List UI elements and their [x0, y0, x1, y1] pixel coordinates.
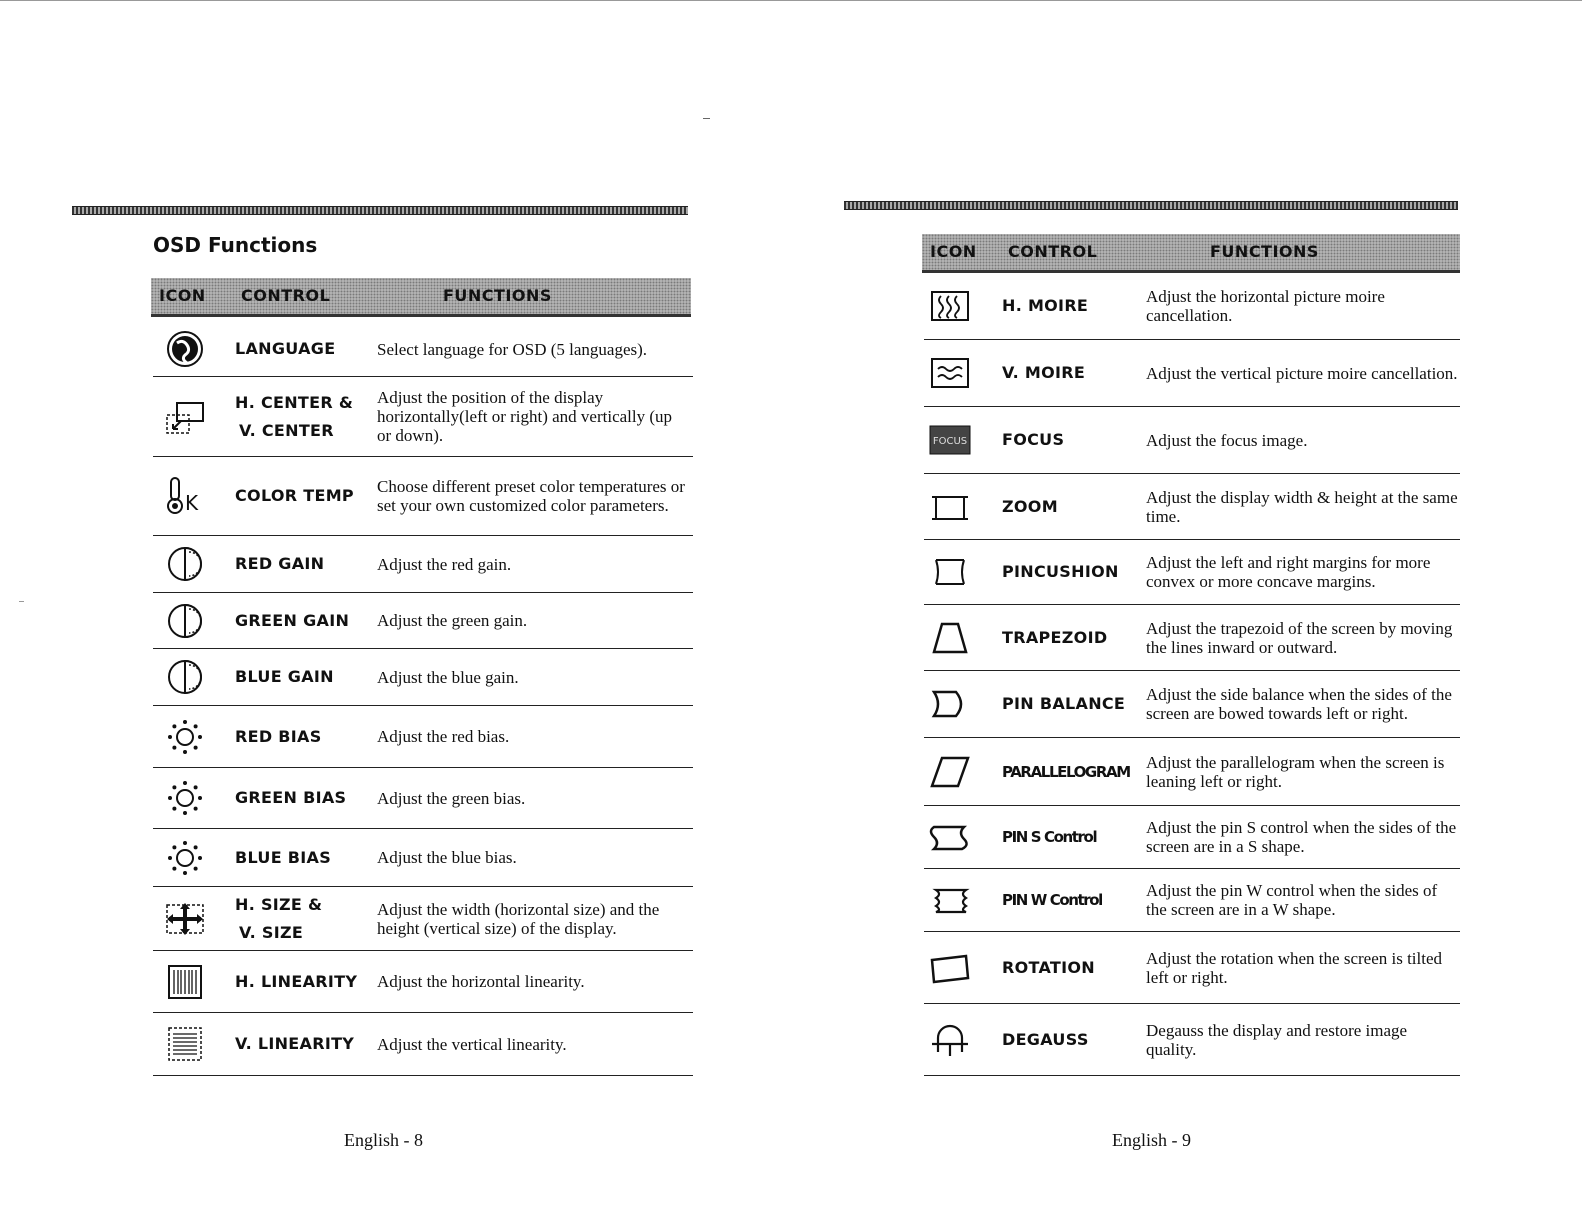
function-description: Choose different preset color temperatures or set your own customized color parameters. [377, 477, 685, 515]
function-description: Adjust the vertical picture moire cancellation. [1146, 363, 1458, 383]
function-description: Select language for OSD (5 languages). [377, 339, 648, 359]
control-label: FOCUS [1002, 430, 1065, 449]
control-name [1002, 823, 1096, 851]
focus-icon-label: FOCUS [932, 436, 968, 447]
function-description: Adjust the parallelogram when the screen is leaning left or right. [1146, 752, 1445, 791]
pin-balance-icon [926, 680, 974, 728]
control-label: GREEN BIAS [235, 788, 347, 807]
header-functions: FUNCTIONS [443, 286, 552, 305]
control-name [235, 1030, 354, 1058]
control-label: V. LINEARITY [235, 1034, 355, 1053]
table-row [153, 768, 693, 829]
control-name [235, 891, 322, 947]
control-label: H. LINEARITY [235, 971, 358, 991]
control-name [235, 844, 331, 872]
table-row [924, 407, 1460, 474]
control-name [1002, 493, 1058, 521]
control-label: PARALLELOGRAM [1002, 762, 1130, 781]
control-name [1002, 624, 1107, 652]
header-control: CONTROL [1008, 242, 1098, 261]
table-row [153, 951, 693, 1013]
control-name [1002, 558, 1119, 586]
table-row [153, 887, 693, 951]
control-label: H. CENTER & [235, 392, 354, 412]
function-description: Adjust the position of the display horizontally(left or right) and vertically (up or down). [377, 388, 673, 445]
parallelogram-icon [926, 748, 974, 796]
focus-icon [926, 416, 974, 464]
control-label: RED GAIN [235, 554, 325, 573]
control-name [235, 784, 346, 812]
gain-dial-icon [161, 597, 209, 645]
control-label: COLOR TEMP [235, 486, 354, 505]
control-name [235, 335, 335, 363]
v-moire-icon [926, 349, 974, 397]
table-row [924, 1004, 1460, 1076]
table-row [153, 1013, 693, 1076]
control-name [1002, 426, 1064, 454]
control-label: PIN BALANCE [1002, 694, 1126, 713]
function-description: Adjust the pin S control when the sides of the screen are in a S shape. [1146, 818, 1457, 856]
function-description: Adjust the focus image. [1146, 430, 1308, 450]
function-description: Adjust the vertical linearity. [377, 1034, 567, 1054]
control-label: ZOOM [1002, 496, 1058, 516]
table-row [924, 272, 1460, 340]
function-description: Adjust the red gain. [377, 554, 512, 574]
rotation-icon [926, 944, 974, 992]
table-row [924, 738, 1460, 806]
table-row [153, 593, 693, 649]
function-description: Degauss the display and restore image quality. [1146, 1020, 1408, 1059]
control-name [235, 550, 324, 578]
control-name [1002, 954, 1095, 982]
table-row [924, 932, 1460, 1004]
globe-icon [161, 325, 209, 373]
control-label: H. SIZE & [235, 894, 323, 914]
bias-sun-icon [161, 834, 209, 882]
table-row [924, 474, 1460, 540]
function-description: Adjust the red bias. [377, 727, 510, 746]
table-row [153, 649, 693, 706]
h-moire-icon [926, 282, 974, 330]
pin-s-icon [926, 813, 974, 861]
zoom-icon [926, 483, 974, 531]
page-number: English - 8 [344, 1130, 423, 1150]
header-icon: ICON [159, 286, 206, 305]
control-name [1002, 758, 1130, 786]
control-label: V. CENTER [239, 420, 334, 440]
control-label: BLUE BIAS [235, 847, 332, 867]
function-description: Adjust the horizontal linearity. [377, 972, 585, 991]
table-row [924, 806, 1460, 869]
control-name [235, 968, 357, 996]
table-row [924, 540, 1460, 605]
trapezoid-icon [926, 614, 974, 662]
pincushion-icon [926, 548, 974, 596]
control-name [1002, 292, 1088, 320]
control-name [1002, 1026, 1089, 1054]
function-description: Adjust the green bias. [377, 788, 526, 808]
table-row [924, 340, 1460, 407]
table-row [924, 605, 1460, 671]
function-description: Adjust the blue bias. [377, 848, 517, 867]
v-linearity-icon [161, 1020, 209, 1068]
top-rule [72, 206, 688, 215]
control-name [235, 389, 353, 445]
function-description: Adjust the width (horizontal size) and the height (vertical size) of the display. [377, 899, 660, 938]
control-name [1002, 886, 1102, 914]
gain-dial-icon [161, 540, 209, 588]
center-position-icon [161, 393, 209, 441]
control-name [1002, 359, 1085, 387]
function-description: Adjust the display width & height at the same time. [1146, 487, 1458, 526]
function-description: Adjust the left and right margins for more convex or more concave margins. [1146, 553, 1431, 591]
control-name [235, 663, 334, 691]
control-name [235, 723, 322, 751]
gain-dial-icon [161, 653, 209, 701]
control-name [235, 482, 354, 510]
pin-w-icon [926, 876, 974, 924]
header-functions: FUNCTIONS [1210, 242, 1319, 261]
function-description: Adjust the trapezoid of the screen by moving the lines inward or outward. [1146, 618, 1453, 657]
control-label: BLUE GAIN [235, 667, 334, 686]
control-label: RED BIAS [235, 726, 322, 746]
page-number: English - 9 [1112, 1130, 1191, 1150]
header-control: CONTROL [241, 286, 331, 305]
control-label: GREEN GAIN [235, 610, 350, 630]
page-title: OSD Functions [153, 233, 318, 257]
table-row [153, 322, 693, 377]
svg-text:K: K [185, 491, 199, 515]
control-label: PIN S Control [1002, 828, 1097, 846]
table-row [153, 536, 693, 593]
control-label: DEGAUSS [1002, 1029, 1089, 1049]
table-row [153, 706, 693, 768]
function-description: Adjust the rotation when the screen is tilted left or right. [1146, 948, 1443, 987]
control-label: V. SIZE [239, 922, 304, 942]
control-label: V. MOIRE [1002, 363, 1086, 382]
table-row [153, 457, 693, 536]
table-header [922, 234, 1460, 273]
table-row [924, 869, 1460, 932]
top-rule [844, 201, 1458, 210]
function-description: Adjust the green gain. [377, 611, 528, 630]
function-description: Adjust the pin W control when the sides of the screen are in a W shape. [1146, 881, 1438, 919]
table-row [153, 829, 693, 887]
control-label: PIN W Control [1002, 891, 1102, 909]
function-description: Adjust the horizontal picture moire cancellation. [1146, 286, 1385, 325]
thermometer-k-icon [161, 472, 209, 520]
control-name [1002, 690, 1125, 718]
bias-sun-icon [161, 713, 209, 761]
h-linearity-icon [161, 958, 209, 1006]
control-label: TRAPEZOID [1002, 627, 1108, 647]
table-header [151, 278, 691, 317]
function-description: Adjust the side balance when the sides of the screen are bowed towards left or right. [1146, 685, 1452, 723]
control-label: LANGUAGE [235, 339, 336, 358]
control-label: ROTATION [1002, 957, 1095, 977]
bias-sun-icon [161, 774, 209, 822]
page-left [0, 0, 790, 1224]
header-icon: ICON [930, 242, 977, 261]
control-label: H. MOIRE [1002, 295, 1089, 315]
control-label: PINCUSHION [1002, 562, 1119, 581]
function-description: Adjust the blue gain. [377, 667, 519, 687]
degauss-icon [926, 1016, 974, 1064]
table-row [153, 377, 693, 457]
page-right [790, 0, 1582, 1224]
table-row [924, 671, 1460, 738]
size-arrows-icon [161, 895, 209, 943]
control-name [235, 607, 349, 635]
